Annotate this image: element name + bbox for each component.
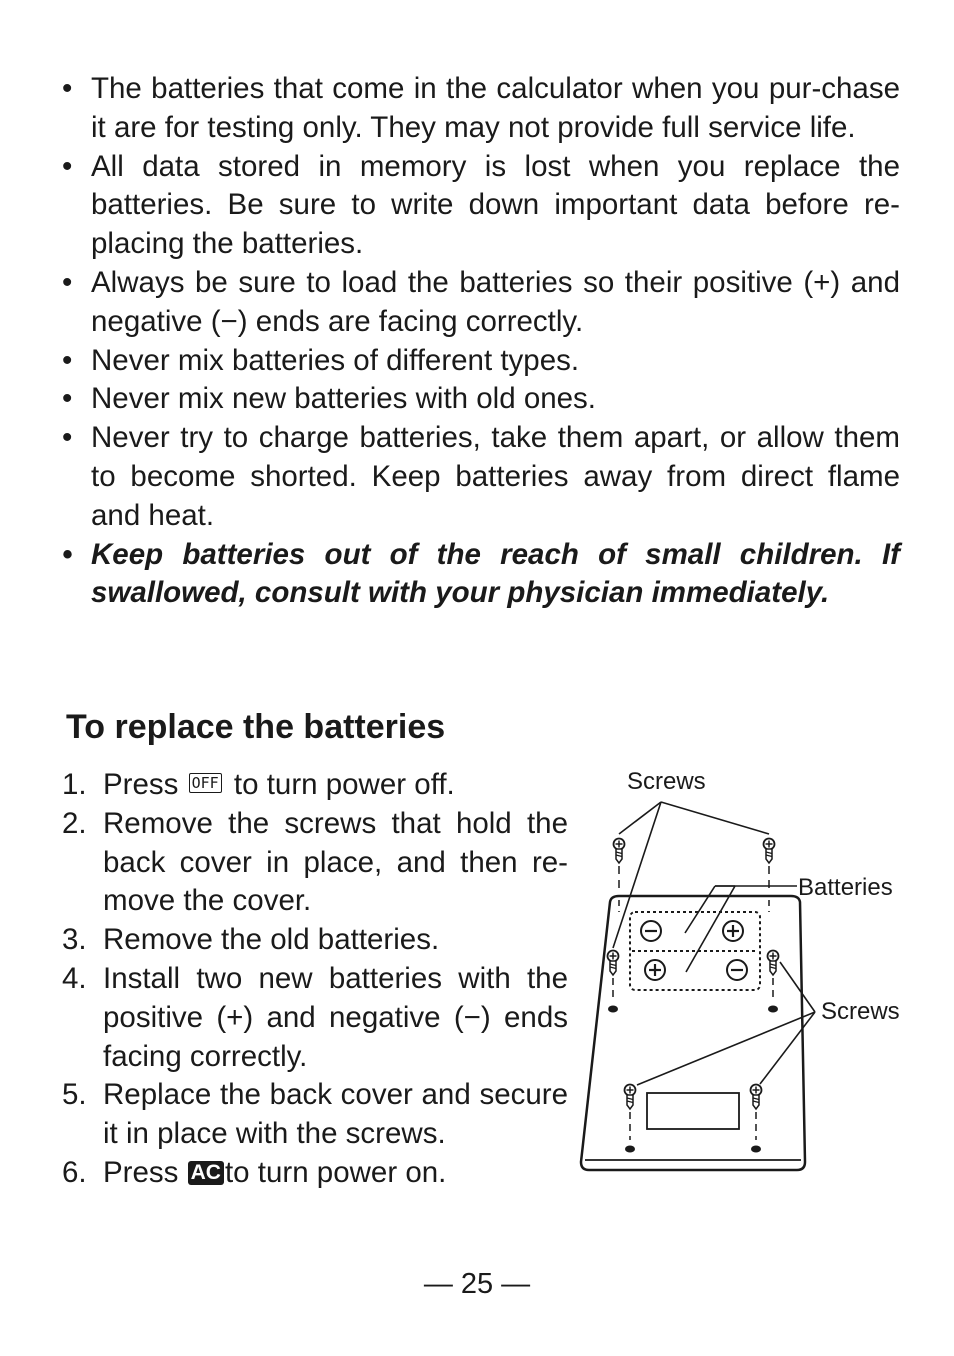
step-number: 6.	[62, 1155, 87, 1189]
battery-note-item	[60, 342, 900, 381]
step-number: 1.	[62, 768, 87, 801]
positive-terminal-icon	[645, 960, 665, 980]
screw-hole-icon	[751, 1146, 761, 1153]
negative-terminal-icon	[727, 960, 747, 980]
battery-note-item	[60, 264, 900, 342]
battery-note-text: Never try to charge batteries, take them apart, or allow them to become shorted. Keep batteries away from direct flame and heat.	[91, 421, 900, 532]
step-item	[62, 766, 568, 805]
step-item	[62, 960, 568, 1076]
child-safety-warning	[60, 536, 900, 614]
step-text: Remove the screws that hold the back cover in place, and then re-move the cover.	[103, 806, 568, 918]
step-number: 2.	[62, 806, 87, 840]
bullet-marker: •	[62, 72, 73, 105]
screw-icon	[764, 839, 775, 864]
positive-terminal-icon	[723, 921, 743, 941]
step-number: 3.	[62, 923, 87, 957]
step-text: to turn power on.	[224, 1155, 447, 1189]
battery-note-item	[60, 419, 900, 535]
bullet-marker: •	[62, 343, 73, 377]
battery-note-text: Always be sure to load the batteries so their positive (+) and negative (−) ends are facing correctly.	[91, 265, 900, 338]
label-window	[647, 1093, 739, 1129]
step-number: 4.	[62, 961, 87, 995]
calculator-back-illustration	[575, 762, 920, 1182]
bullet-marker: •	[62, 382, 73, 416]
screw-hole-icon	[608, 1006, 618, 1013]
battery-note-item	[60, 380, 900, 419]
step-text: Install two new batteries with the positive (+) and negative (−) ends facing correctly.	[103, 961, 568, 1073]
step-number: 5.	[62, 1078, 87, 1112]
bullet-marker: •	[62, 149, 73, 183]
step-item	[62, 805, 568, 921]
ac-key-icon: AC	[188, 1161, 224, 1185]
screw-hole-icon	[768, 1006, 778, 1013]
warning-text: Keep batteries out of the reach of small children. If swallowed, consult with your physician immediately.	[91, 537, 900, 610]
step-text: Remove the old batteries.	[103, 923, 440, 957]
step-text: Replace the back cover and secure it in place with the screws.	[103, 1078, 568, 1151]
bullet-marker: •	[62, 537, 73, 571]
screw-hole-icon	[625, 1146, 635, 1153]
screws-label: Screws	[821, 998, 900, 1025]
bullet-marker: •	[62, 421, 73, 455]
battery-note-text: All data stored in memory is lost when you replace the batteries. Be sure to write down important data before re-placing the batteries.	[91, 149, 900, 261]
page-number: — 25 —	[423, 1268, 531, 1300]
step-text: Press	[103, 768, 179, 801]
battery-note-text: The batteries that come in the calculator when you pur-chase it are for testing only. They may not provide full service life.	[91, 72, 900, 144]
step-item	[62, 1154, 568, 1193]
replacement-steps	[62, 766, 568, 1193]
bullet-marker: •	[62, 265, 73, 299]
battery-note-item	[60, 70, 900, 148]
screws-label: Screws	[627, 768, 706, 795]
negative-terminal-icon	[641, 921, 661, 941]
section-title: To replace the batteries	[66, 708, 446, 746]
step-item	[62, 921, 568, 960]
off-key-icon: OFF	[189, 773, 222, 793]
screw-icon	[614, 839, 625, 864]
battery-note-item	[60, 148, 900, 264]
battery-notes-list	[60, 70, 900, 613]
step-item	[62, 1076, 568, 1154]
battery-note-text: Never mix batteries of different types.	[91, 343, 580, 377]
step-text: Press	[103, 1155, 179, 1189]
batteries-label: Batteries	[798, 874, 893, 901]
battery-note-text: Never mix new batteries with old ones.	[91, 382, 597, 416]
step-text: to turn power off.	[233, 768, 455, 801]
